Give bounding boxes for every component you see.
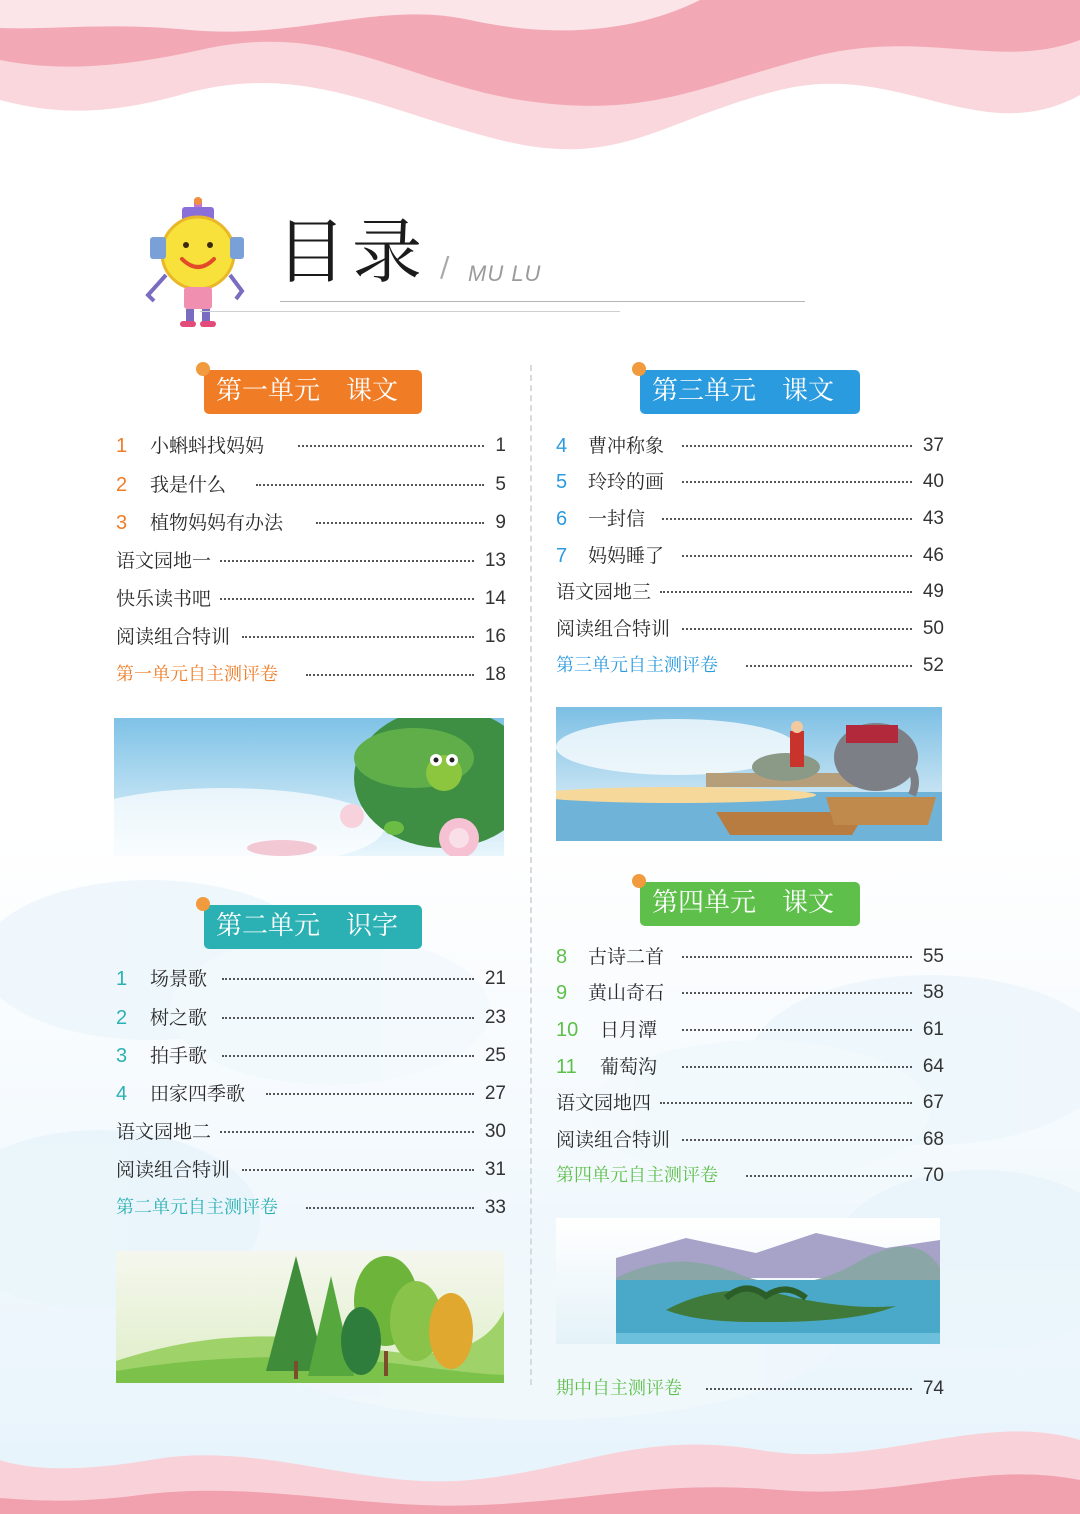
toc-title: 葡萄沟: [600, 1056, 658, 1078]
unit-header-dot: [632, 874, 646, 888]
toc-title: 田家四季歌: [150, 1083, 246, 1105]
toc-title: 阅读组合特训: [556, 1129, 671, 1151]
unit4-section: [556, 882, 944, 1402]
toc-row[interactable]: [556, 430, 944, 462]
toc-num: 9: [556, 982, 568, 1004]
unit3-header: [640, 370, 860, 414]
toc-row[interactable]: [556, 1124, 944, 1156]
toc-page: 27: [484, 1083, 506, 1104]
toc-row[interactable]: [116, 1040, 506, 1072]
toc-page: 14: [484, 588, 506, 609]
unit-header-dot: [632, 362, 646, 376]
trees-illustration: [116, 1251, 504, 1383]
toc-row[interactable]: [116, 963, 506, 995]
toc-row[interactable]: [556, 1014, 944, 1046]
page-title: 目录: [276, 211, 428, 293]
unit-header-dot: [196, 362, 210, 376]
toc-page: 5: [495, 474, 506, 495]
toc-row[interactable]: [116, 1116, 506, 1148]
toc-num: 2: [116, 474, 128, 496]
unit1-header-label: 第一单元 课文: [216, 376, 399, 406]
toc-title: 我是什么: [150, 474, 227, 496]
toc-title: 语文园地三: [556, 581, 652, 603]
toc-row[interactable]: [556, 977, 944, 1009]
unit2-header: [204, 905, 422, 949]
title-underline-secondary: [200, 311, 620, 312]
toc-title: 第一单元自主测评卷: [116, 664, 278, 685]
toc-title: 玲玲的画: [588, 471, 665, 493]
unit3-section: [556, 370, 944, 850]
toc-row[interactable]: [556, 576, 944, 608]
toc-row[interactable]: [116, 621, 506, 653]
toc-leader: [298, 445, 484, 447]
toc-leader: [682, 481, 912, 483]
toc-page: 31: [484, 1159, 506, 1180]
toc-num: 2: [116, 1007, 128, 1029]
frog-lotus-illustration: [114, 718, 504, 856]
toc-row[interactable]: [556, 503, 944, 535]
unit4-header: [640, 882, 860, 926]
toc-page: 25: [484, 1045, 506, 1066]
toc-page: 37: [922, 435, 944, 456]
toc-leader: [220, 560, 474, 562]
toc-title: 曹冲称象: [588, 435, 665, 457]
toc-leader: [662, 518, 912, 520]
toc-row[interactable]: [116, 1154, 506, 1186]
toc-row[interactable]: [556, 466, 944, 498]
toc-row[interactable]: [116, 1078, 506, 1110]
toc-leader: [660, 591, 912, 593]
toc-leader: [222, 1017, 474, 1019]
toc-title: 植物妈妈有办法: [150, 512, 284, 534]
toc-leader: [306, 674, 474, 676]
toc-num: 4: [116, 1083, 128, 1105]
toc-title: 阅读组合特训: [116, 626, 231, 648]
unit-header-dot: [196, 897, 210, 911]
toc-page: 16: [484, 626, 506, 647]
toc-title: 语文园地一: [116, 550, 212, 572]
toc-title: 黄山奇石: [588, 982, 665, 1004]
toc-page: 55: [922, 946, 944, 967]
toc-title: 阅读组合特训: [556, 618, 671, 640]
toc-leader: [256, 484, 484, 486]
toc-page: 67: [922, 1092, 944, 1113]
toc-page: 68: [922, 1129, 944, 1150]
toc-row[interactable]: [116, 583, 506, 615]
unit3-header-label: 第三单元 课文: [652, 376, 835, 406]
mascot-icon: [136, 195, 246, 330]
toc-num: 8: [556, 946, 568, 968]
toc-row[interactable]: [556, 540, 944, 572]
toc-page: 61: [922, 1019, 944, 1040]
toc-num: 3: [116, 1045, 128, 1067]
toc-row[interactable]: [116, 545, 506, 577]
toc-leader: [306, 1207, 474, 1209]
toc-title: 一封信: [588, 508, 646, 530]
toc-title: 第三单元自主测评卷: [556, 655, 718, 676]
toc-page: 49: [922, 581, 944, 602]
toc-leader: [242, 1169, 474, 1171]
toc-page: 23: [484, 1007, 506, 1028]
toc-page: 1: [495, 435, 506, 456]
unit1-header: [204, 370, 422, 414]
toc-page: 40: [922, 471, 944, 492]
toc-leader: [682, 555, 912, 557]
toc-row[interactable]: [116, 507, 506, 539]
toc-page: 18: [484, 664, 506, 685]
toc-num: 10: [556, 1019, 579, 1041]
toc-header: [130, 195, 830, 335]
toc-page: 70: [922, 1165, 944, 1186]
toc-leader: [660, 1102, 912, 1104]
toc-leader: [682, 445, 912, 447]
toc-row[interactable]: [556, 1051, 944, 1083]
toc-page: 43: [922, 508, 944, 529]
toc-row[interactable]: [116, 469, 506, 501]
toc-title: 快乐读书吧: [116, 588, 212, 610]
page-subtitle: MU LU: [468, 261, 542, 286]
toc-leader: [746, 1175, 912, 1177]
toc-leader: [682, 956, 912, 958]
toc-leader: [706, 1388, 912, 1390]
toc-row-midterm[interactable]: [556, 1373, 944, 1405]
title-underline: [280, 301, 805, 302]
toc-leader: [220, 1131, 474, 1133]
toc-row-test[interactable]: [116, 659, 506, 691]
toc-num: 3: [116, 512, 128, 534]
toc-leader: [682, 1066, 912, 1068]
toc-row[interactable]: [116, 430, 506, 462]
toc-page: 30: [484, 1121, 506, 1142]
toc-num: 1: [116, 435, 128, 457]
toc-leader: [316, 522, 484, 524]
toc-row-test[interactable]: [116, 1192, 506, 1224]
toc-row[interactable]: [556, 941, 944, 973]
toc-title: 语文园地二: [116, 1121, 212, 1143]
toc-leader: [682, 628, 912, 630]
toc-leader: [746, 665, 912, 667]
toc-title: 第四单元自主测评卷: [556, 1165, 718, 1186]
toc-leader: [242, 636, 474, 638]
toc-leader: [222, 978, 474, 980]
toc-leader: [220, 598, 474, 600]
toc-title: 树之歌: [150, 1007, 208, 1029]
toc-page: 46: [922, 545, 944, 566]
title-slash: /: [440, 250, 450, 283]
toc-title: 期中自主测评卷: [556, 1378, 682, 1399]
toc-title: 语文园地四: [556, 1092, 652, 1114]
lake-island-illustration: [556, 1218, 940, 1344]
toc-num: 6: [556, 508, 568, 530]
toc-leader: [222, 1055, 474, 1057]
toc-num: 4: [556, 435, 568, 457]
toc-title: 拍手歌: [150, 1045, 208, 1067]
toc-page: 52: [922, 655, 944, 676]
elephant-boat-illustration: [556, 707, 942, 841]
toc-page: 50: [922, 618, 944, 639]
column-divider: [530, 365, 532, 1385]
toc-row-test[interactable]: [556, 1160, 944, 1192]
toc-leader: [682, 1139, 912, 1141]
toc-page: 64: [922, 1056, 944, 1077]
toc-num: 1: [116, 968, 128, 990]
unit4-header-label: 第四单元 课文: [652, 888, 835, 918]
toc-page: 33: [484, 1197, 506, 1218]
toc-row-test[interactable]: [556, 650, 944, 682]
unit2-section: [116, 905, 506, 1390]
toc-title: 场景歌: [150, 968, 208, 990]
toc-page: 9: [495, 512, 506, 533]
toc-page: 13: [484, 550, 506, 571]
toc-title: 妈妈睡了: [588, 545, 665, 567]
toc-leader: [682, 992, 912, 994]
toc-leader: [682, 1029, 912, 1031]
toc-row[interactable]: [556, 1087, 944, 1119]
toc-title: 古诗二首: [588, 946, 665, 968]
toc-num: 5: [556, 471, 568, 493]
unit2-header-label: 第二单元 识字: [216, 911, 399, 941]
toc-title: 小蝌蚪找妈妈: [150, 435, 265, 457]
toc-row[interactable]: [116, 1002, 506, 1034]
toc-leader: [266, 1093, 474, 1095]
toc-page: 21: [484, 968, 506, 989]
toc-title: 日月潭: [600, 1019, 658, 1041]
toc-page: 74: [922, 1378, 944, 1399]
toc-title: 阅读组合特训: [116, 1159, 231, 1181]
toc-num: 11: [556, 1056, 577, 1078]
unit1-section: [116, 370, 506, 890]
toc-row[interactable]: [556, 613, 944, 645]
toc-title: 第二单元自主测评卷: [116, 1197, 278, 1218]
toc-page: 58: [922, 982, 944, 1003]
toc-num: 7: [556, 545, 568, 567]
